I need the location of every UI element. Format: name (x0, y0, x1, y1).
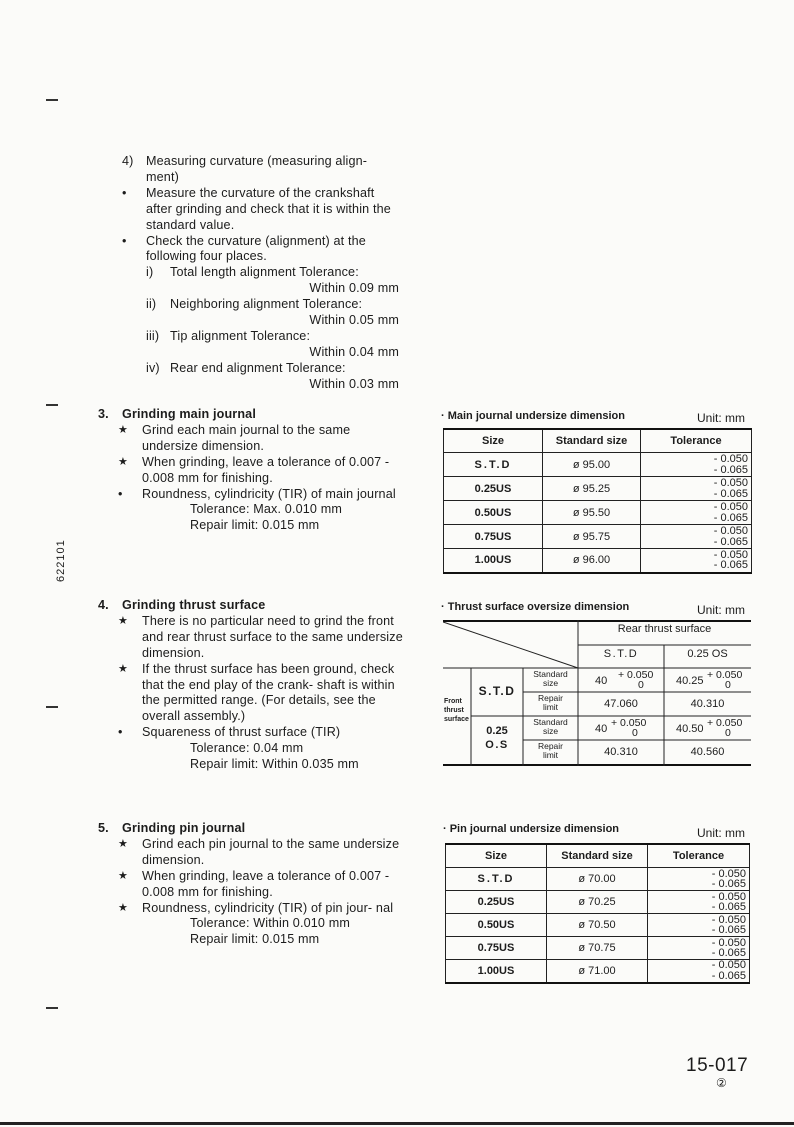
table-row (444, 453, 752, 477)
standard-size-cell: ø 95.25 (543, 477, 641, 501)
tol-lower: - 0.065 (711, 969, 746, 982)
tolerance-cell (648, 914, 750, 937)
label-line: size (542, 678, 559, 688)
pin-table-title: · Pin journal undersize dimension (443, 823, 620, 835)
tol-upper: - 0.050 (713, 501, 748, 513)
table-row (446, 868, 750, 891)
tolerance-cell (641, 549, 752, 573)
tol-upper: + 0.050 (707, 717, 743, 729)
tol-upper: - 0.050 (713, 477, 748, 489)
star-icon: ★ (118, 614, 129, 627)
pin-tolerance: Tolerance: Within 0.010 mm (190, 916, 350, 931)
standard-size-cell: ø 95.75 (543, 525, 641, 549)
thrust-star-2: If the thrust surface has been ground, check that the end play of the crank- shaft is within the permitted range. (For details, see the overall assembly.) (142, 661, 395, 724)
thrust-surface-section (98, 598, 404, 773)
std-repair-std: 47.060 (604, 698, 638, 710)
tol-lower: - 0.065 (713, 535, 748, 548)
margin-mark (46, 706, 58, 708)
section-title: Grinding thrust surface (122, 598, 266, 612)
row-os-text: O.S (485, 739, 509, 751)
star-icon: ★ (118, 869, 129, 882)
front-thrust-label (444, 697, 471, 724)
os-os-value (664, 717, 751, 740)
main-journal-table (443, 428, 752, 574)
col-header: Standard size (547, 844, 648, 868)
tol-lower: - 0.065 (711, 878, 746, 890)
bullet-icon: • (122, 185, 127, 200)
tol-lower: 0 (638, 679, 644, 691)
bullet-icon: • (118, 725, 123, 740)
alignment-value: Within 0.03 mm (309, 376, 399, 391)
tol-lower: 0 (725, 679, 731, 691)
star-icon: ★ (118, 455, 129, 468)
pin-star-2: When grinding, leave a tolerance of 0.007 - 0.008 mm for finishing. (142, 868, 390, 899)
size-cell: 1.00US (444, 549, 543, 573)
tolerance-cell (648, 937, 750, 960)
size-cell: 0.50US (446, 914, 547, 937)
margin-mark (46, 1007, 58, 1009)
pin-journal-table (445, 843, 750, 984)
pin-table-unit: Unit: mm (697, 826, 745, 840)
col-os-header: 0.25 OS (687, 648, 728, 660)
tol-lower: - 0.065 (713, 463, 748, 476)
front-label-line: thrust (444, 707, 464, 714)
col-header: Tolerance (641, 429, 752, 453)
measuring-bullet-1: Measure the curvature of the crankshaft after grinding and check that it is within the standard value. (146, 185, 391, 232)
alignment-label: Total length alignment Tolerance: (170, 265, 359, 280)
thrust-tolerance: Tolerance: 0.04 mm (190, 741, 304, 756)
os-std-value (578, 717, 664, 740)
page-number: 15-017 (686, 1055, 749, 1076)
std-os-value (664, 669, 751, 692)
tol-upper: + 0.050 (618, 669, 654, 681)
thrust-repair-limit: Repair limit: Within 0.035 mm (190, 757, 359, 772)
row-std-label: S.T.D (478, 684, 516, 698)
section-number: 4. (98, 598, 109, 612)
margin-mark (46, 404, 58, 406)
repair-limit-label (523, 694, 578, 712)
label-line: Standard (533, 669, 568, 679)
main-table-unit: Unit: mm (697, 411, 745, 425)
row-os-size: 0.25 (486, 725, 508, 737)
standard-size-cell: ø 96.00 (543, 549, 641, 573)
standard-size-cell: ø 70.50 (547, 914, 648, 937)
alignment-value: Within 0.05 mm (309, 313, 399, 328)
section-title: Grinding main journal (122, 407, 256, 421)
tolerance-cell (641, 525, 752, 549)
row-os-label (471, 724, 523, 752)
standard-size-label (523, 670, 578, 688)
repair-limit-label (523, 742, 578, 760)
size-cell: S.T.D (444, 453, 543, 477)
std-std-value (578, 669, 664, 692)
standard-size-cell: ø 95.50 (543, 501, 641, 525)
alignment-label: Rear end alignment Tolerance: (170, 360, 346, 375)
star-icon: ★ (118, 901, 129, 914)
tol-lower: - 0.065 (713, 487, 748, 500)
tolerance-cell (641, 453, 752, 477)
tol-lower: 0 (725, 727, 731, 739)
star-icon: ★ (118, 837, 129, 850)
tolerance-cell (648, 960, 750, 983)
main-journal-section (98, 407, 404, 534)
label-line: limit (542, 702, 559, 712)
col-std-header: S.T.D (603, 648, 639, 660)
std-repair-os: 40.310 (690, 698, 725, 710)
pin-journal-section (98, 821, 404, 948)
label-line: limit (542, 750, 559, 760)
star-icon: ★ (118, 662, 129, 675)
alignment-value: Within 0.04 mm (309, 344, 399, 359)
alignment-list (122, 265, 403, 392)
table-row (446, 937, 750, 960)
tolerance-cell (648, 868, 750, 891)
alignment-label: Tip alignment Tolerance: (170, 328, 311, 343)
tol-lower: - 0.065 (713, 511, 748, 524)
table-row (446, 914, 750, 937)
tol-lower: - 0.065 (711, 947, 746, 959)
main-star-2: When grinding, leave a tolerance of 0.007 - 0.008 mm for finishing. (142, 454, 390, 485)
main-table-title: · Main journal undersize dimension (441, 410, 625, 422)
table-row (446, 960, 750, 983)
pin-star-1: Grind each pin journal to the same undersize dimension. (142, 836, 400, 867)
size-cell: 0.25US (444, 477, 543, 501)
label-line: size (542, 726, 559, 736)
roman-numeral: iii) (146, 328, 160, 343)
measuring-heading: Measuring curvature (measuring align- ment) (146, 154, 368, 184)
roman-numeral: ii) (146, 297, 157, 312)
section-number: 3. (98, 407, 109, 421)
table-row (444, 477, 752, 501)
roman-numeral: i) (146, 265, 154, 280)
tol-upper: + 0.050 (611, 717, 647, 729)
alignment-value: Within 0.09 mm (309, 281, 399, 296)
col-header: Size (446, 844, 547, 868)
tol-upper: - 0.050 (713, 548, 748, 561)
alignment-label: Neighboring alignment Tolerance: (170, 297, 363, 312)
margin-mark (46, 99, 58, 101)
size-cell: 0.50US (444, 501, 543, 525)
standard-size-cell: ø 70.00 (547, 868, 648, 891)
bullet-icon: • (122, 233, 127, 248)
table-row (446, 891, 750, 914)
table-row (444, 525, 752, 549)
standard-size-cell: ø 95.00 (543, 453, 641, 477)
tol-lower: - 0.065 (711, 901, 746, 913)
thrust-surface-table (443, 620, 751, 766)
col-header: Tolerance (648, 844, 750, 868)
item-number: 4) (122, 154, 134, 168)
tol-lower: - 0.065 (711, 924, 746, 936)
base-value: 40 (595, 723, 608, 735)
section-number: 5. (98, 821, 109, 835)
main-tolerance: Tolerance: Max. 0.010 mm (190, 502, 342, 517)
standard-size-cell: ø 71.00 (547, 960, 648, 983)
size-cell: 0.25US (446, 891, 547, 914)
standard-size-cell: ø 70.75 (547, 937, 648, 960)
os-repair-os: 40.560 (690, 746, 725, 758)
label-line: Repair (537, 741, 564, 751)
main-bullet: Roundness, cylindricity (TIR) of main journal (142, 486, 396, 501)
tol-upper: - 0.050 (713, 525, 748, 537)
table-row (444, 549, 752, 573)
tol-upper: + 0.050 (707, 669, 743, 681)
side-document-code: 622101 (55, 539, 67, 582)
bottom-rule (0, 1122, 794, 1125)
tol-upper: - 0.050 (713, 453, 748, 465)
col-header: Standard size (543, 429, 641, 453)
size-cell: S.T.D (446, 868, 547, 891)
standard-size-label (523, 718, 578, 736)
thrust-bullet: Squareness of thrust surface (TIR) (142, 725, 341, 740)
tol-lower: 0 (632, 727, 638, 739)
front-label-line: surface (444, 716, 469, 723)
tolerance-cell (641, 501, 752, 525)
tol-upper: - 0.050 (711, 913, 746, 926)
base-value: 40.25 (676, 675, 704, 687)
bullet-icon: • (118, 486, 123, 501)
standard-size-cell: ø 70.25 (547, 891, 648, 914)
base-value: 40 (595, 675, 608, 687)
rear-thrust-header: Rear thrust surface (617, 623, 712, 635)
col-header: Size (444, 429, 543, 453)
label-line: Standard (533, 717, 568, 727)
main-star-1: Grind each main journal to the same undersize dimension. (142, 422, 351, 453)
tolerance-cell (641, 477, 752, 501)
tolerance-cell (648, 891, 750, 914)
thrust-table-title: · Thrust surface oversize dimension (441, 601, 630, 613)
size-cell: 1.00US (446, 960, 547, 983)
tol-upper: - 0.050 (711, 890, 746, 903)
table-row (444, 501, 752, 525)
roman-numeral: iv) (146, 360, 160, 375)
base-value: 40.50 (676, 723, 704, 735)
thrust-star-1: There is no particular need to grind the front and rear thrust surface to the same undersize dimension. (142, 613, 403, 660)
star-icon: ★ (118, 423, 129, 436)
front-label-line: Front (444, 698, 462, 705)
pin-repair-limit: Repair limit: 0.015 mm (190, 932, 320, 947)
measuring-curvature-section (122, 154, 403, 393)
os-repair-std: 40.310 (604, 746, 638, 758)
section-title: Grinding pin journal (122, 821, 246, 835)
tol-lower: - 0.065 (713, 559, 748, 572)
tol-upper: - 0.050 (711, 959, 746, 972)
thrust-table-unit: Unit: mm (697, 603, 745, 617)
tol-upper: - 0.050 (711, 867, 746, 880)
measuring-bullet-2: Check the curvature (alignment) at the following four places. (146, 233, 366, 264)
size-cell: 0.75US (444, 525, 543, 549)
pin-star-3: Roundness, cylindricity (TIR) of pin jour- nal (142, 900, 394, 915)
size-cell: 0.75US (446, 937, 547, 960)
revision-mark-icon: ② (716, 1076, 727, 1090)
tol-upper: - 0.050 (711, 936, 746, 949)
main-repair-limit: Repair limit: 0.015 mm (190, 518, 320, 533)
label-line: Repair (537, 693, 564, 703)
